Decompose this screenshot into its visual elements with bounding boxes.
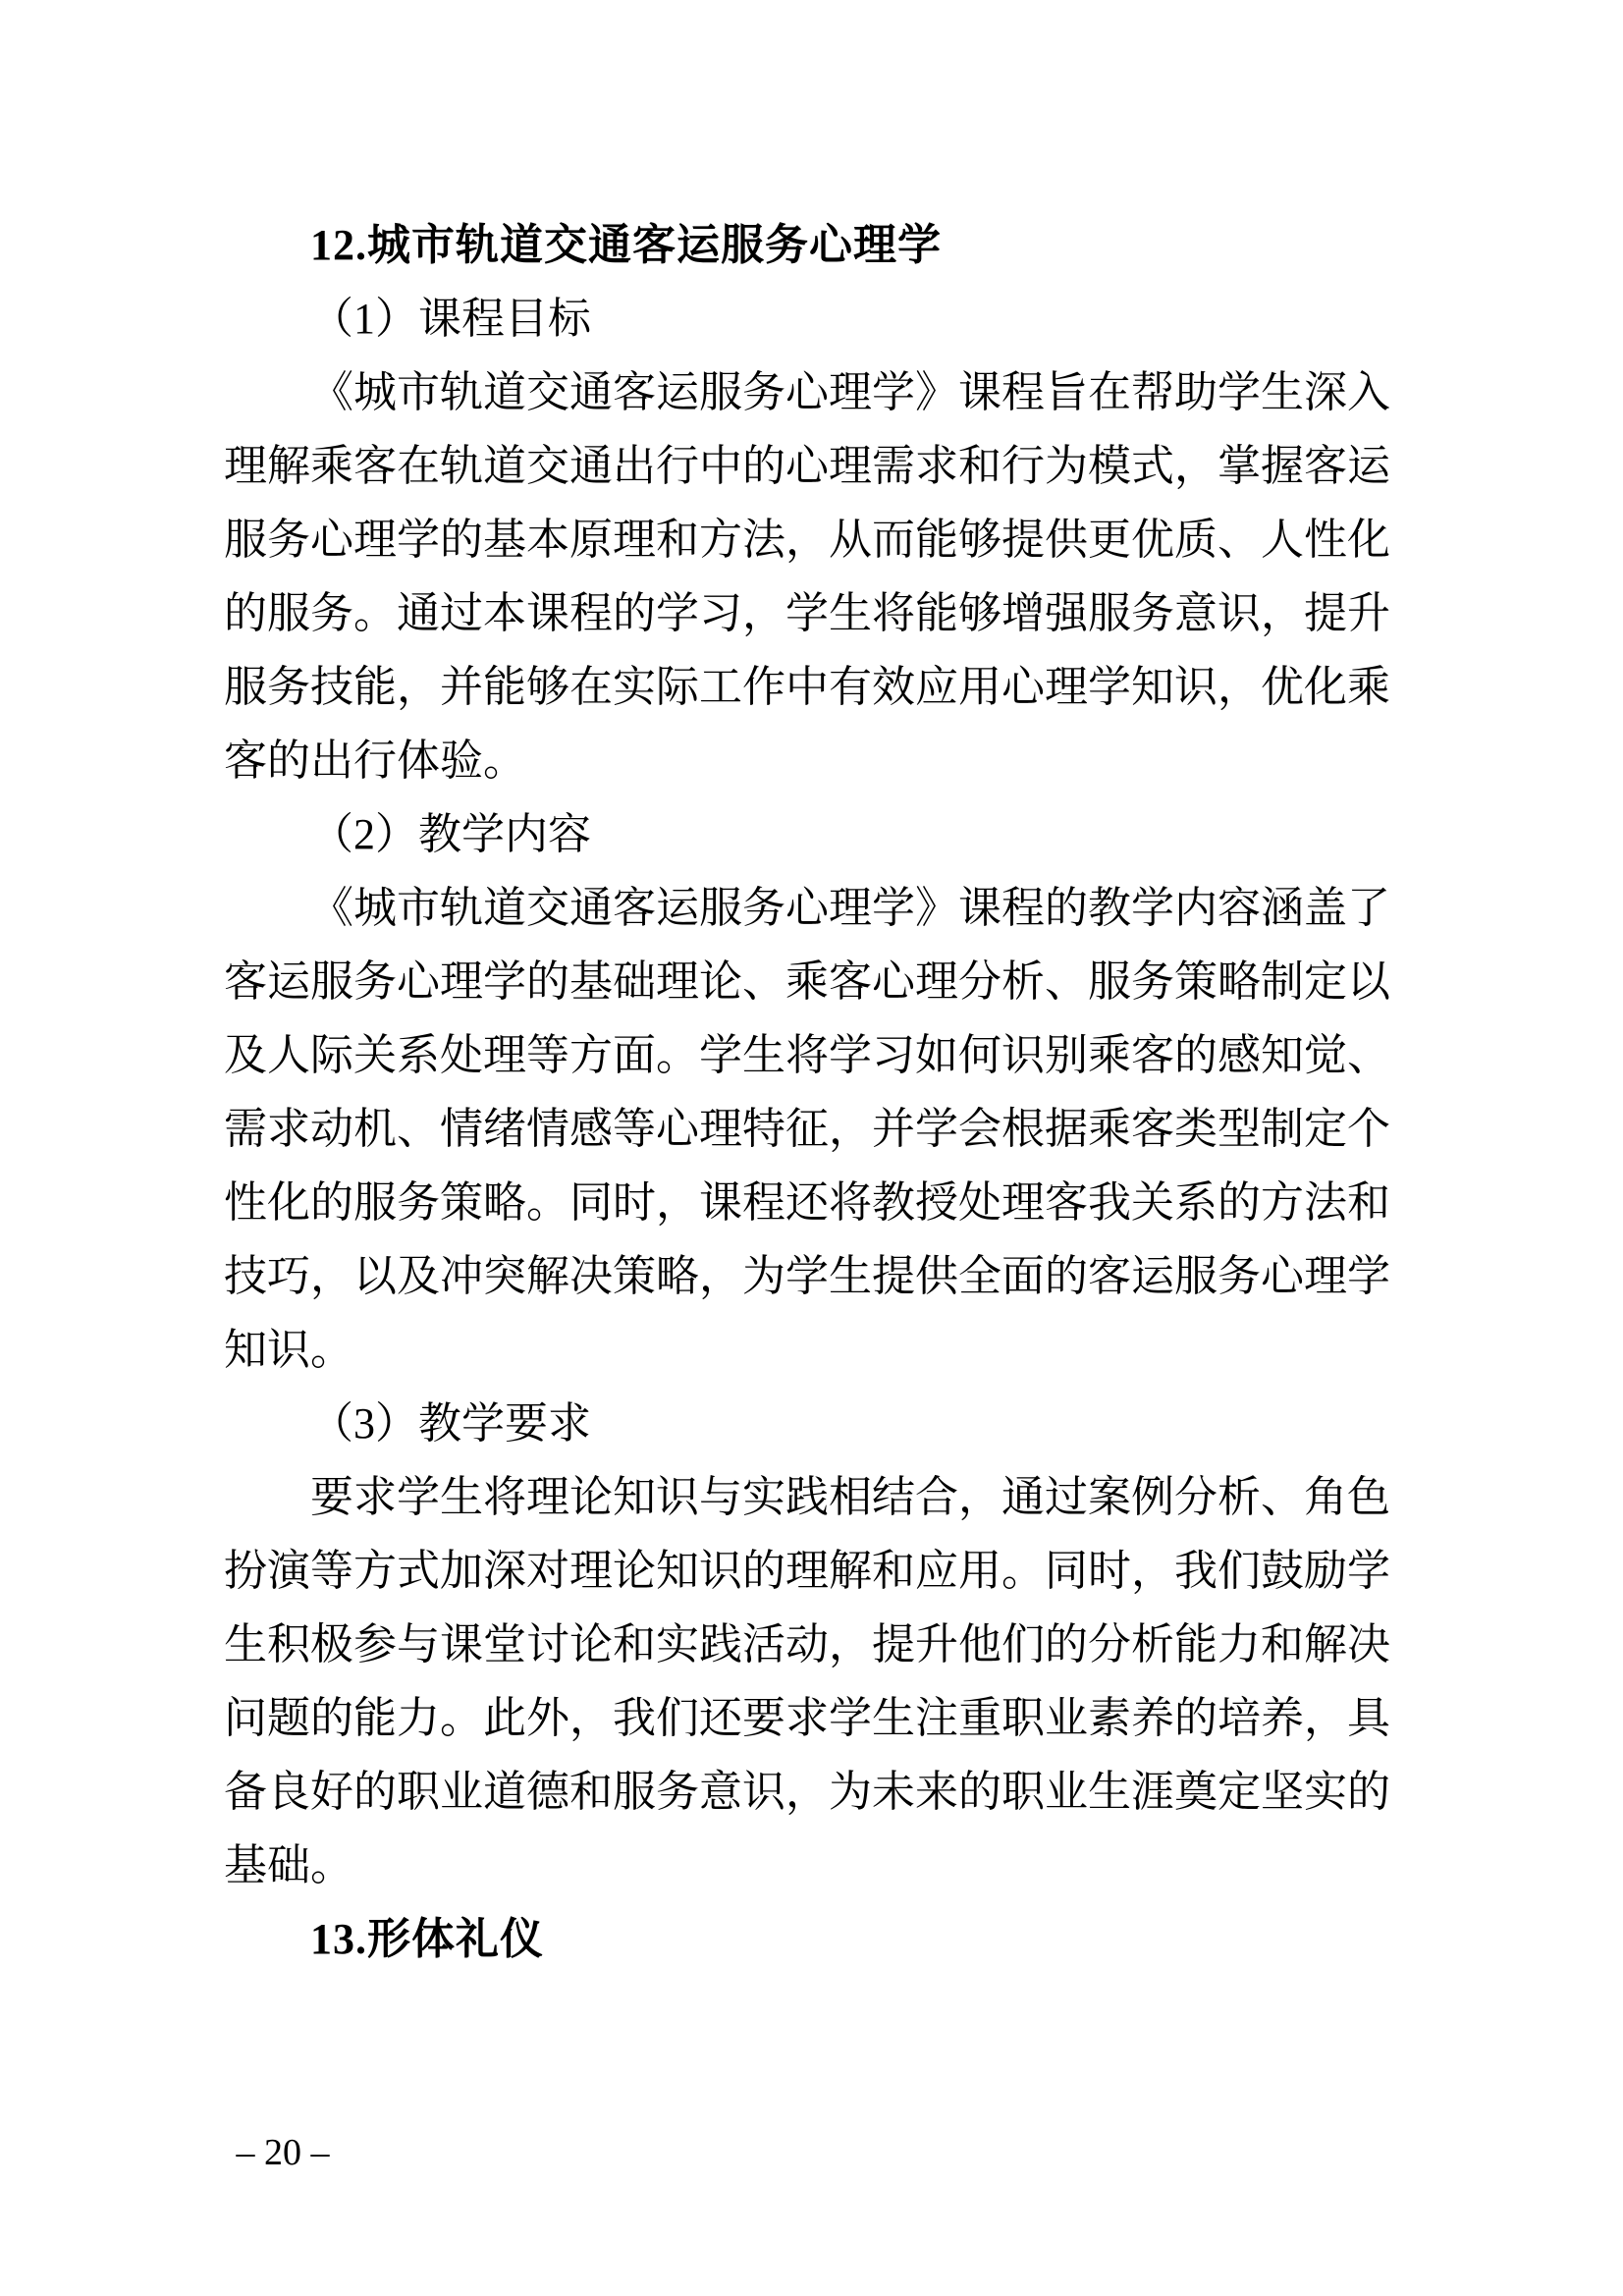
section-12-paragraph-teaching-content: 《城市轨道交通客运服务心理学》课程的教学内容涵盖了客运服务心理学的基础理论、乘客心理分析、服务策略制定以及人际关系处理等方面。学生将学习如何识别乘客的感知觉、需求动机、情绪情感等心理特征，并学会根据乘客类型制定个性化的服务策略。同时，课程还将教授处理客我关系的方法和技巧，以及冲突解决策略，为学生提供全面的客运服务心理学知识。 [224,884,1390,1374]
section-12-subheading-teaching-content: （2）教学内容 [310,810,591,858]
section-12-paragraph-teaching-requirements: 要求学生将理论知识与实践相结合，通过案例分析、角色扮演等方式加深对理论知识的理解和应用。同时，我们鼓励学生积极参与课堂讨论和实践活动，提升他们的分析能力和解决问题的能力。此外，我们还要求学生注重职业素养的培养，具备良好的职业道德和服务意识，为未来的职业生涯奠定坚实的基础。 [224,1473,1390,1889]
section-12-subheading-teaching-requirements: （3）教学要求 [310,1399,591,1448]
section-12-paragraph-course-goal: 《城市轨道交通客运服务心理学》课程旨在帮助学生深入理解乘客在轨道交通出行中的心理需求和行为模式，掌握客运服务心理学的基本原理和方法，从而能够提供更优质、人性化的服务。通过本课程的学习，学生将能够增强服务意识，提升服务技能，并能够在实际工作中有效应用心理学知识，优化乘客的出行体验。 [224,368,1390,785]
section-12-subheading-course-goal: （1）课程目标 [310,295,591,343]
section-13-heading: 13.形体礼仪 [310,1915,544,1963]
section-12-heading: 12.城市轨道交通客运服务心理学 [310,221,942,269]
page-number: – 20 – [236,2132,330,2173]
page-content [224,208,1390,1976]
